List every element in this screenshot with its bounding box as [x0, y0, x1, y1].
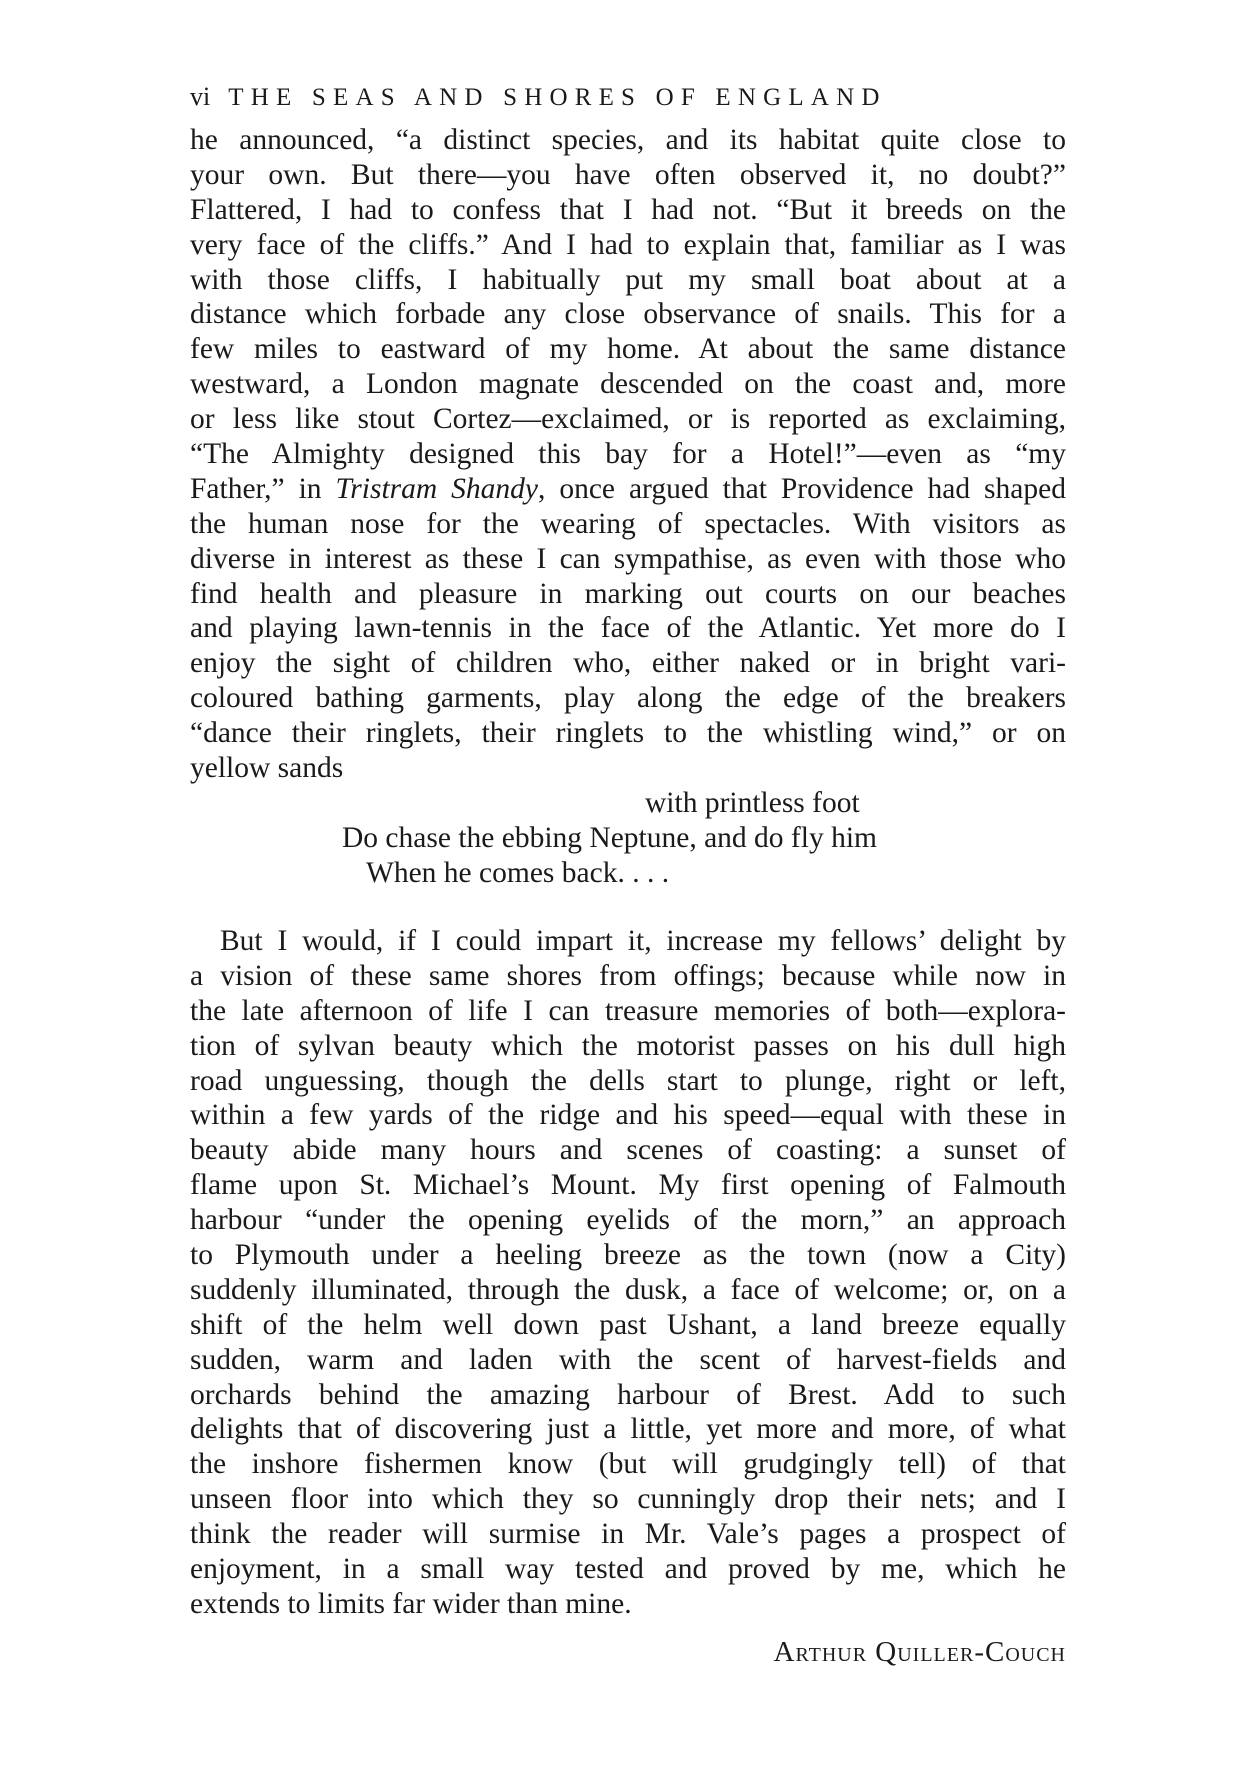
text-line: with those cliffs, I habitually put my small boat about at a [190, 263, 1066, 296]
text-line: the human nose for the wearing of spectacles. With visitors as [190, 507, 1066, 540]
text-line: enjoyment, in a small way tested and proved by me, which he [190, 1553, 1066, 1586]
text-line: Flattered, I had to confess that I had not. “But it breeds on the [190, 193, 1066, 226]
running-title: THE SEAS AND SHORES OF ENGLAND [228, 84, 887, 111]
paragraph-2 [190, 924, 1066, 1622]
text-line: “dance their ringlets, their ringlets to the whistling wind,” or on [190, 717, 1066, 750]
text-line: But I would, if I could impart it, increase my fellows’ delight by [220, 925, 1066, 957]
text-line: or less like stout Cortez—exclaimed, or is reported as exclaiming, [190, 403, 1066, 436]
page-number: vi [190, 82, 211, 111]
text-line: beauty abide many hours and scenes of coasting: a sunset of [190, 1134, 1066, 1167]
text-line: find health and pleasure in marking out courts on our beaches [190, 577, 1066, 610]
text-line: westward, a London magnate descended on the coast and, more [190, 368, 1066, 401]
text-line: within a few yards of the ridge and his speed—equal with these in [190, 1099, 1066, 1132]
text-line: “The Almighty designed this bay for a Hotel!”—even as “my [190, 438, 1066, 471]
text-line: think the reader will surmise in Mr. Vale’s pages a prospect of [190, 1518, 1066, 1551]
text-line: tion of sylvan beauty which the motorist passes on his dull high [190, 1029, 1066, 1062]
text-line: diverse in interest as these I can sympathise, as even with those who [190, 542, 1066, 575]
text-line: distance which forbade any close observance of snails. This for a [190, 298, 1066, 331]
text-line: delights that of discovering just a little, yet more and more, of what [190, 1413, 1066, 1446]
text-line-with-italic-title: Father,” in Tristram Shandy, once argued that Providence had shaped [190, 472, 1066, 505]
text-line: extends to limits far wider than mine. [190, 1587, 632, 1620]
text-line: your own. But there—you have often observed it, no doubt?” [190, 158, 1066, 191]
text-line: harbour “under the opening eyelids of the morn,” an approach [190, 1204, 1066, 1237]
book-title-italic: Tristram Shandy [335, 472, 538, 505]
text-line: suddenly illuminated, through the dusk, a face of welcome; or, on a [190, 1273, 1066, 1306]
text-line: sudden, warm and laden with the scent of harvest-fields and [190, 1343, 1066, 1376]
verse-line: with printless foot [645, 787, 860, 819]
text-line: to Plymouth under a heeling breeze as the town (now a City) [190, 1239, 1066, 1272]
paragraph-1 [190, 123, 1066, 786]
text-line: enjoy the sight of children who, either naked or in bright vari- [190, 647, 1066, 680]
text-line: unseen floor into which they so cunningly drop their nets; and I [190, 1483, 1066, 1516]
text-line: very face of the cliffs.” And I had to explain that, familiar as I was [190, 228, 1066, 261]
text-line: the late afternoon of life I can treasure memories of both—explora- [190, 994, 1066, 1027]
text-line: a vision of these same shores from offings; because while now in [190, 959, 1066, 992]
running-header [190, 82, 1090, 112]
text-line: flame upon St. Michael’s Mount. My first opening of Falmouth [190, 1169, 1066, 1202]
text-line: shift of the helm well down past Ushant, a land breeze equally [190, 1308, 1066, 1341]
text-line: road unguessing, though the dells start to plunge, right or left, [190, 1064, 1066, 1097]
text-line: coloured bathing garments, play along the edge of the breakers [190, 682, 1066, 715]
verse-line: When he comes back. . . . [366, 856, 670, 889]
author-signature: Arthur Quiller-Couch [773, 1636, 1066, 1668]
verse-line: Do chase the ebbing Neptune, and do fly him [342, 821, 877, 854]
text-line: few miles to eastward of my home. At about the same distance [190, 333, 1066, 366]
verse-quotation [190, 786, 1066, 891]
text-line: the inshore fishermen know (but will grudgingly tell) of that [190, 1448, 1066, 1481]
text-line: yellow sands [190, 752, 344, 785]
text-line: orchards behind the amazing harbour of Brest. Add to such [190, 1378, 1066, 1411]
text-line: and playing lawn-tennis in the face of the Atlantic. Yet more do I [190, 612, 1066, 645]
text-line: he announced, “a distinct species, and its habitat quite close to [190, 124, 1066, 156]
